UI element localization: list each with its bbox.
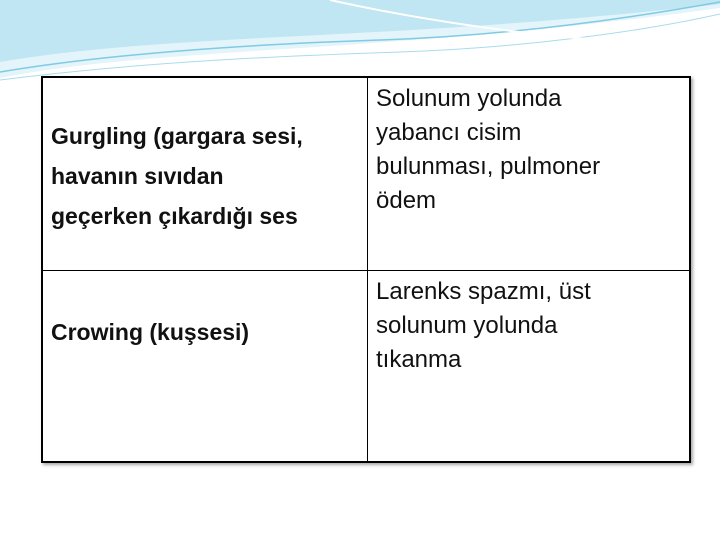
table-cell [368,271,689,461]
table-cell [368,78,689,270]
cell-line: bulunması, pulmoner [376,153,601,180]
cell-line: Crowing (kuşsesi) [51,319,250,345]
cell-line: yabancı cisim [376,119,522,146]
table-cell [43,271,368,461]
sound-cause [376,275,591,377]
cell-line: havanın sıvıdan [51,163,224,189]
cell-line: Larenks spazmı, üst [376,278,591,305]
sound-name [51,312,249,352]
symptom-table [41,76,691,463]
cell-line: solunum yolunda [376,312,558,339]
table-cell [43,78,368,270]
cell-line: geçerken çıkardığı ses [51,203,298,229]
cell-line: Gurgling (gargara sesi, [51,123,303,149]
table-row [43,78,689,271]
sound-name [51,116,303,236]
table-row [43,271,689,461]
cell-line: ödem [376,187,437,214]
cell-line: Solunum yolunda [376,85,562,112]
cell-line: tıkanma [376,346,462,373]
sound-cause [376,82,600,218]
